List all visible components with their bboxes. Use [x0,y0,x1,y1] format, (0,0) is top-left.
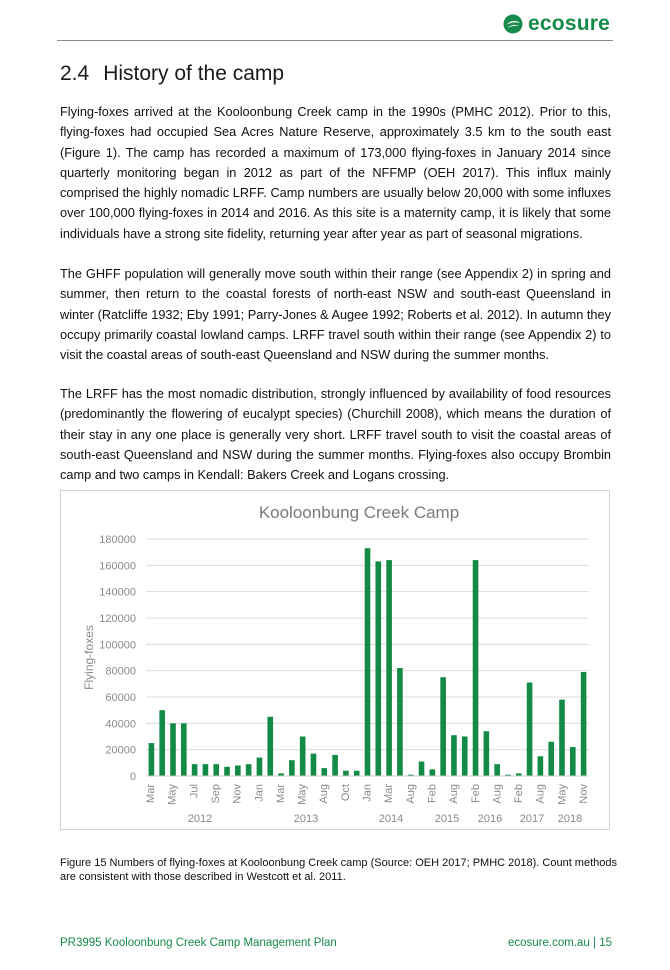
data-bar [462,737,468,777]
x-year-label: 2014 [378,813,404,825]
x-tick-label: Aug [448,784,461,804]
y-tick-label: 60000 [105,692,136,704]
chart-container [60,490,610,830]
x-year-label: 2016 [477,813,503,825]
x-year-label: 2012 [187,813,213,825]
data-bar [354,771,360,776]
data-bar [235,765,241,776]
data-bar [397,668,403,776]
x-year-label: 2017 [519,813,545,825]
data-bar [311,754,317,776]
y-tick-label: 140000 [99,586,136,599]
data-bar [386,560,392,776]
data-bar [494,764,500,776]
y-tick-label: 80000 [105,665,136,678]
x-tick-label: Oct [339,784,352,802]
section-title: History of the camp [103,62,285,85]
data-bar [192,764,198,776]
section-number: 2.4 [60,62,90,85]
x-tick-label: Mar [274,784,287,803]
data-bar [451,735,457,776]
y-tick-label: 100000 [99,639,136,652]
paragraph-history: Flying-foxes arrived at the Kooloonbung Creek camp in the 1990s (PMHC 2012). Prior to this, flying-foxes had occupied Sea Acres Nature Reserve, approximately 3.5 km to the south east (Figure 1). The camp has recorded a maximum of 173,000 flying-foxes in January 2014 since quarterly monitoring began in 2012 as part of the NFFMP (OEH 2017). This influx mainly comprised the highly nomadic LRFF. Camp numbers are usually below 20,000 with some influxes over 100,000 flying-foxes in 2014 and 2016. As this site is a maternity camp, it is likely that some individuals have a strong site fidelity, returning year after year as part of seasonal migrations. [60,104,611,241]
x-tick-label: Aug [318,784,331,804]
data-bar [149,743,155,776]
x-tick-label: Sep [209,784,222,804]
data-bar [430,769,436,776]
section-heading [60,62,284,86]
data-bar [159,710,165,776]
data-bar [321,768,327,776]
data-bar [203,764,209,776]
data-bar [365,548,371,776]
x-tick-label: Aug [534,784,547,804]
x-tick-label: Nov [231,784,244,804]
data-bar [332,755,338,776]
data-bar [224,767,230,776]
data-bar [581,672,587,776]
y-tick-label: 160000 [99,560,136,573]
x-tick-label: Aug [491,784,504,804]
data-bar [538,756,544,776]
data-bar [170,723,176,776]
x-tick-label: Feb [426,784,439,803]
footer-document-title: PR3995 Kooloonbung Creek Camp Management Plan [60,937,337,949]
data-bar [181,723,187,776]
data-bar [343,771,349,776]
data-bar [300,737,306,777]
data-bar [559,700,565,776]
x-tick-label: May [556,784,569,805]
x-tick-label: Feb [513,784,526,803]
paragraph-lrff-distribution: The LRFF has the most nomadic distribution, strongly influenced by availability of food resources (predominantly the flowering of eucalypt species) (Churchill 2008), which means the duration of their stay in any one place is generally very short. LRFF travel south to visit the coastal areas of south-east Queensland and NSW during the summer months. Flying-foxes also occupy Brombin camp and two camps in Kendall: Bakers Creek and Logans crossing. [60,386,611,483]
data-bar [257,758,263,776]
data-bar [289,760,295,776]
x-year-label: 2013 [293,813,319,825]
data-bar [484,731,490,776]
data-bar [246,764,252,776]
ecosure-leaf-icon [503,14,523,34]
y-tick-label: 40000 [105,718,136,731]
x-tick-label: Jan [361,784,374,802]
data-bar [440,677,446,776]
data-bar [375,561,381,776]
data-bar [419,762,425,776]
data-bar [473,560,479,776]
y-tick-label: 120000 [99,613,136,625]
y-tick-label: 180000 [99,534,136,546]
data-bar [213,764,219,776]
x-tick-label: Feb [469,784,482,803]
x-tick-label: May [166,784,179,805]
x-year-label: 2018 [557,813,583,825]
data-bar [548,742,554,776]
logo-text: ecosure [528,12,610,35]
x-tick-label: Mar [145,784,157,803]
x-tick-label: Aug [404,784,417,804]
data-bar [570,747,576,776]
figure-caption: Figure 15 Numbers of flying-foxes at Kooloonbung Creek camp (Source: OEH 2017; PMHC 2018). Count methods are consistent with those described in Westcott et al. 2011. [60,857,617,883]
footer-page-info: ecosure.com.au | 15 [508,937,612,949]
paragraph-ghff-movement: The GHFF population will generally move south within their range (see Appendix 2) in spring and summer, then return to the coastal forests of north-east NSW and south-east Queensland in winter (Ratcliffe 1932; Eby 1991; Parry-Jones & Augee 1992; Roberts et al. 2012). In autumn they occupy primarily coastal lowland camps. LRFF travel south within their range (see Appendix 2) to visit the coastal areas of south-east Queensland and NSW during the summer months. [60,266,611,363]
y-axis-label: Flying-foxes [82,625,96,690]
flying-fox-bar-chart [61,491,611,831]
x-tick-label: Jul [188,784,201,799]
x-tick-label: Nov [578,784,590,804]
y-tick-label: 0 [129,771,136,783]
x-tick-label: Jan [253,784,266,802]
x-tick-label: May [296,784,309,805]
ecosure-logo [503,12,610,36]
y-tick-label: 20000 [105,744,136,757]
data-bar [527,683,533,776]
x-year-label: 2015 [434,813,460,825]
data-bar [267,717,273,776]
chart-title: Kooloonbung Creek Camp [258,503,460,522]
x-tick-label: Mar [383,784,396,803]
header-rule [57,40,613,41]
